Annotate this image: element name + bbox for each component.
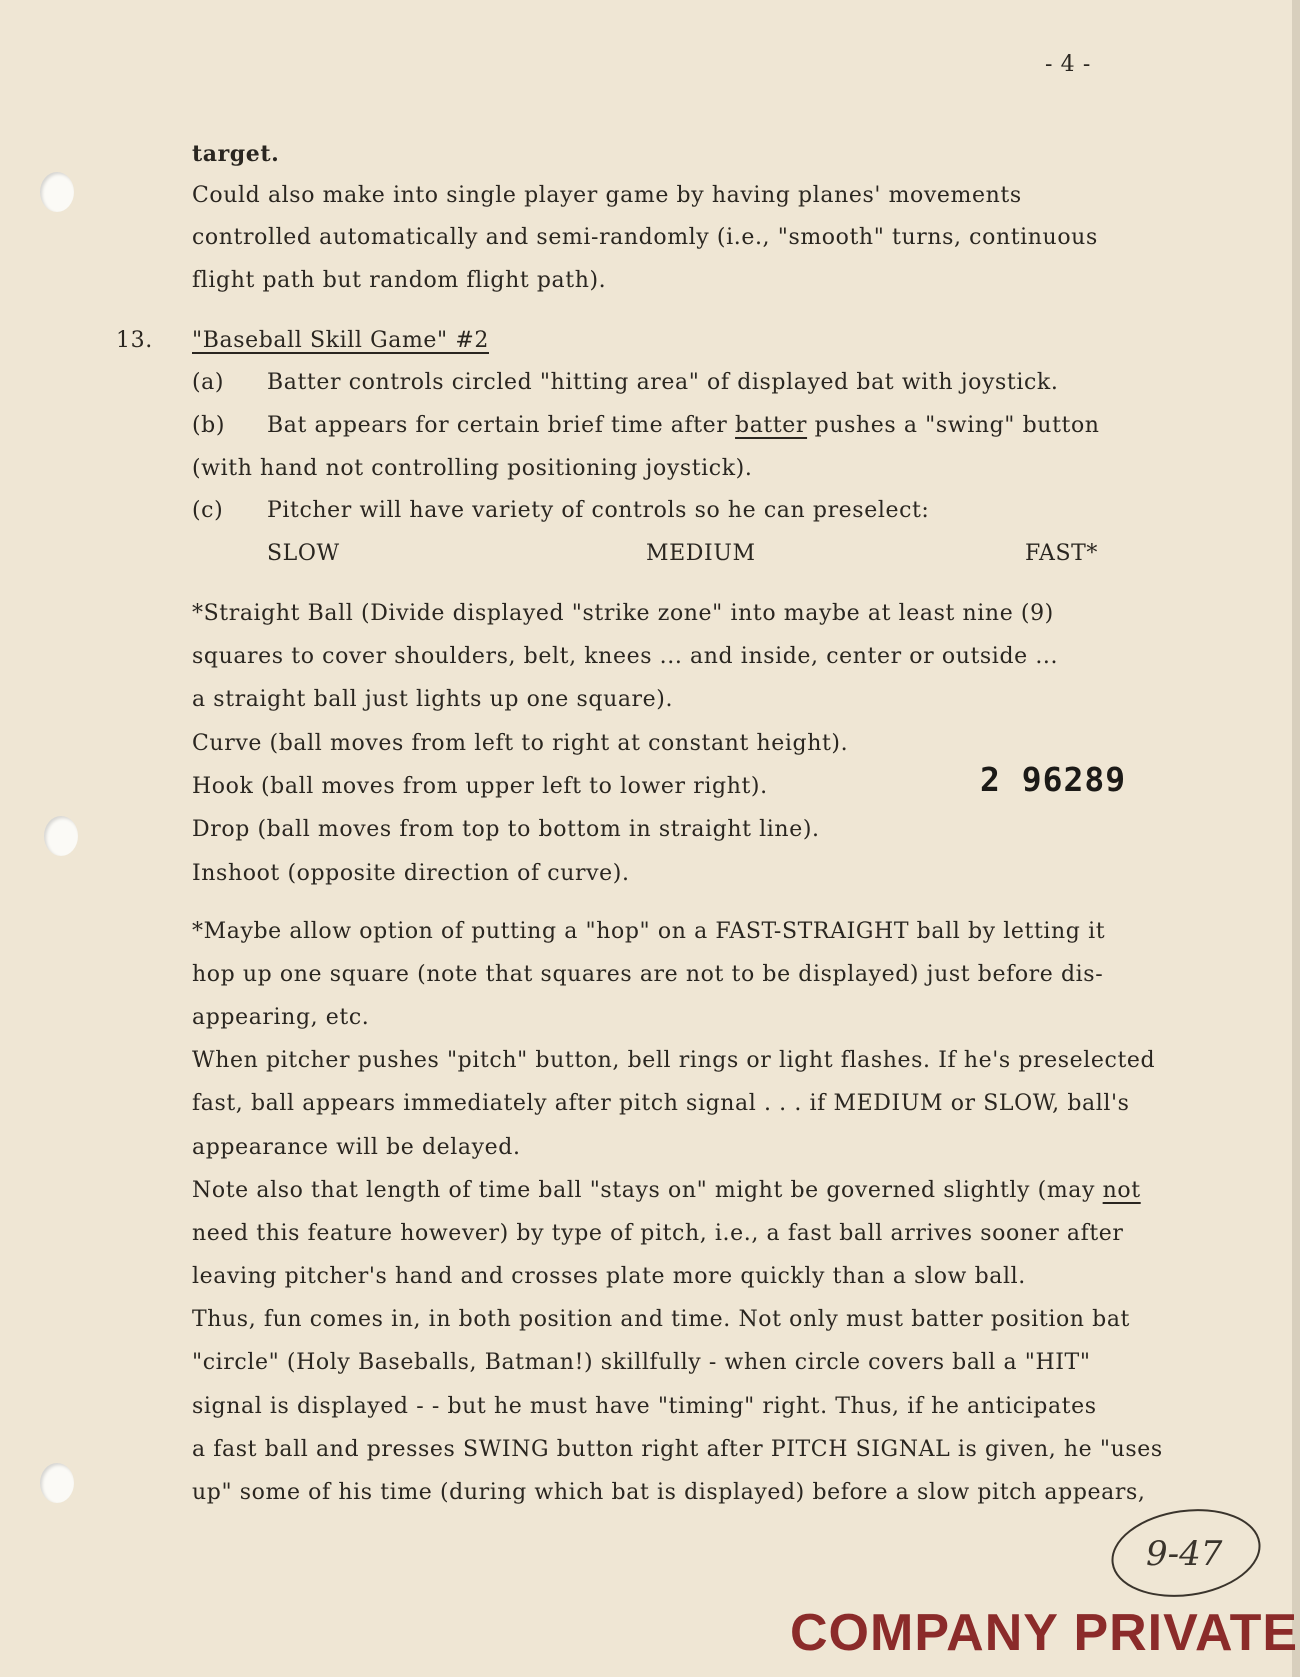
text-line: Hook (ball moves from upper left to lower right). <box>192 774 768 799</box>
text-line: appearance will be delayed. <box>192 1135 521 1160</box>
text-line: a straight ball just lights up one square). <box>192 687 674 712</box>
list-label: (c) <box>192 498 224 523</box>
text-line: When pitcher pushes "pitch" button, bell rings or light flashes. If he's preselected <box>192 1048 1156 1073</box>
text-line: *Straight Ball (Divide displayed "strike zone" into maybe at least nine (9) <box>192 601 1054 626</box>
list-text: Bat appears for certain brief time after batter pushes a "swing" button <box>267 413 1100 438</box>
item-number: 13. <box>116 328 153 353</box>
text-line: appearing, etc. <box>192 1005 370 1030</box>
binder-hole <box>44 816 78 856</box>
list-label: (b) <box>192 413 226 438</box>
text-line: Could also make into single player game by having planes' movements <box>192 183 1022 208</box>
text-line: controlled automatically and semi-randomly (i.e., "smooth" turns, continuous <box>192 225 1098 250</box>
text-line: hop up one square (note that squares are not to be displayed) just before dis- <box>192 962 1104 987</box>
text-line: squares to cover shoulders, belt, knees ... and inside, center or outside ... <box>192 644 1059 669</box>
text-line: "circle" (Holy Baseballs, Batman!) skillfully - when circle covers ball a "HIT" <box>192 1350 1091 1375</box>
text-line: fast, ball appears immediately after pitch signal . . . if MEDIUM or SLOW, ball's <box>192 1091 1130 1116</box>
text-line: a fast ball and presses SWING button right after PITCH SIGNAL is given, he "uses <box>192 1437 1163 1462</box>
text-line: Curve (ball moves from left to right at constant height). <box>192 731 849 756</box>
text-line: leaving pitcher's hand and crosses plate more quickly than a slow ball. <box>192 1264 1026 1289</box>
text-line: Inshoot (opposite direction of curve). <box>192 861 630 886</box>
page-edge <box>1292 0 1300 1677</box>
text-line: flight path but random flight path). <box>192 268 607 293</box>
text-line: need this feature however) by type of pitch, i.e., a fast ball arrives sooner after <box>192 1221 1124 1246</box>
text-line: Drop (ball moves from top to bottom in straight line). <box>192 817 820 842</box>
list-text: Pitcher will have variety of controls so he can preselect: <box>267 498 930 523</box>
text-line: *Maybe allow option of putting a "hop" on a FAST-STRAIGHT ball by letting it <box>192 919 1106 944</box>
text-line: up" some of his time (during which bat is displayed) before a slow pitch appears, <box>192 1480 1146 1505</box>
text-line: signal is displayed - - but he must have "timing" right. Thus, if he anticipates <box>192 1394 1097 1419</box>
text-line: (with hand not controlling positioning joystick). <box>192 456 753 481</box>
text-line: Note also that length of time ball "stays on" might be governed slightly (may not <box>192 1178 1141 1203</box>
speed-option: FAST* <box>1025 541 1098 566</box>
text-line: target. <box>192 141 280 167</box>
speed-option: MEDIUM <box>646 541 756 566</box>
binder-hole <box>40 172 74 212</box>
speed-option: SLOW <box>267 541 340 566</box>
handwritten-note-text: 9-47 <box>1146 1534 1223 1574</box>
page-number: - 4 - <box>1045 52 1091 77</box>
text-line: Thus, fun comes in, in both position and time. Not only must batter position bat <box>192 1307 1131 1332</box>
binder-hole <box>40 1463 74 1503</box>
stamped-number: 2 96289 <box>980 760 1127 799</box>
handwritten-note <box>1108 1505 1264 1601</box>
item-title: "Baseball Skill Game" #2 <box>192 328 489 353</box>
list-text: Batter controls circled "hitting area" of displayed bat with joystick. <box>267 370 1059 395</box>
list-label: (a) <box>192 370 225 395</box>
company-private-stamp: COMPANY PRIVATE <box>790 1604 1299 1662</box>
